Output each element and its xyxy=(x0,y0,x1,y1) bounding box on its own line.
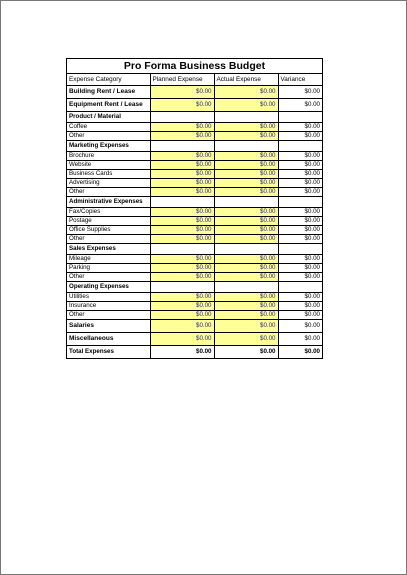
planned-cell[interactable]: $0.00 xyxy=(150,99,214,112)
row-label: Mileage xyxy=(67,255,150,264)
table-row xyxy=(67,188,322,197)
row-label: Postage xyxy=(67,217,150,226)
planned-cell[interactable]: $0.00 xyxy=(150,161,214,170)
variance-cell: $0.00 xyxy=(278,264,322,273)
variance-cell: $0.00 xyxy=(278,152,322,161)
variance-cell: $0.00 xyxy=(278,123,322,132)
planned-cell[interactable]: $0.00 xyxy=(150,293,214,302)
variance-cell: $0.00 xyxy=(278,302,322,311)
table-row xyxy=(67,123,322,132)
planned-cell[interactable]: $0.00 xyxy=(150,302,214,311)
budget-sheet xyxy=(66,58,323,359)
planned-cell[interactable]: $0.00 xyxy=(150,188,214,197)
table-row xyxy=(67,152,322,161)
table-row xyxy=(67,333,322,346)
variance-cell: $0.00 xyxy=(278,217,322,226)
empty-cell xyxy=(150,141,214,152)
section-label: Operating Expenses xyxy=(67,282,150,293)
variance-cell: $0.00 xyxy=(278,188,322,197)
header-category: Expense Category xyxy=(67,74,150,86)
row-label: Fax/Copies xyxy=(67,208,150,217)
row-label: Coffee xyxy=(67,123,150,132)
row-label: Miscellaneous xyxy=(67,333,150,346)
actual-cell[interactable]: $0.00 xyxy=(214,226,278,235)
planned-cell[interactable]: $0.00 xyxy=(150,226,214,235)
empty-cell xyxy=(214,197,278,208)
actual-cell[interactable]: $0.00 xyxy=(214,123,278,132)
variance-cell: $0.00 xyxy=(278,255,322,264)
planned-cell[interactable]: $0.00 xyxy=(150,264,214,273)
header-variance: Variance xyxy=(278,74,322,86)
page-title: Pro Forma Business Budget xyxy=(67,59,322,74)
section-label: Sales Expenses xyxy=(67,244,150,255)
total-variance: $0.00 xyxy=(278,346,322,359)
planned-cell[interactable]: $0.00 xyxy=(150,235,214,244)
row-label: Brochure xyxy=(67,152,150,161)
table-row xyxy=(67,170,322,179)
empty-cell xyxy=(278,141,322,152)
empty-cell xyxy=(278,282,322,293)
planned-cell[interactable]: $0.00 xyxy=(150,86,214,99)
header-planned: Planned Expense xyxy=(150,74,214,86)
row-label: Building Rent / Lease xyxy=(67,86,150,99)
empty-cell xyxy=(150,244,214,255)
row-label: Other xyxy=(67,273,150,282)
actual-cell[interactable]: $0.00 xyxy=(214,333,278,346)
variance-cell: $0.00 xyxy=(278,226,322,235)
row-label: Utilities xyxy=(67,293,150,302)
table-row xyxy=(67,161,322,170)
variance-cell: $0.00 xyxy=(278,235,322,244)
actual-cell[interactable]: $0.00 xyxy=(214,311,278,320)
empty-cell xyxy=(278,244,322,255)
section-header-row xyxy=(67,197,322,208)
row-label: Equipment Rent / Lease xyxy=(67,99,150,112)
section-label: Marketing Expenses xyxy=(67,141,150,152)
planned-cell[interactable]: $0.00 xyxy=(150,217,214,226)
row-label: Advertising xyxy=(67,179,150,188)
row-label: Office Supplies xyxy=(67,226,150,235)
variance-cell: $0.00 xyxy=(278,273,322,282)
empty-cell xyxy=(214,112,278,123)
actual-cell[interactable]: $0.00 xyxy=(214,235,278,244)
section-label: Product / Material xyxy=(67,112,150,123)
total-row xyxy=(67,346,322,359)
total-actual: $0.00 xyxy=(214,346,278,359)
actual-cell[interactable]: $0.00 xyxy=(214,273,278,282)
planned-cell[interactable]: $0.00 xyxy=(150,273,214,282)
table-row xyxy=(67,255,322,264)
actual-cell[interactable]: $0.00 xyxy=(214,293,278,302)
planned-cell[interactable]: $0.00 xyxy=(150,179,214,188)
row-label: Business Cards xyxy=(67,170,150,179)
variance-cell: $0.00 xyxy=(278,320,322,333)
actual-cell[interactable]: $0.00 xyxy=(214,99,278,112)
table-row xyxy=(67,273,322,282)
total-planned: $0.00 xyxy=(150,346,214,359)
variance-cell: $0.00 xyxy=(278,179,322,188)
table-row xyxy=(67,311,322,320)
actual-cell[interactable]: $0.00 xyxy=(214,302,278,311)
section-label: Administrative Expenses xyxy=(67,197,150,208)
row-label: Other xyxy=(67,132,150,141)
header-row xyxy=(67,74,322,86)
section-header-row xyxy=(67,112,322,123)
budget-table xyxy=(67,74,322,359)
section-header-row xyxy=(67,282,322,293)
table-row xyxy=(67,208,322,217)
header-actual: Actual Expense xyxy=(214,74,278,86)
planned-cell[interactable]: $0.00 xyxy=(150,152,214,161)
variance-cell: $0.00 xyxy=(278,208,322,217)
planned-cell[interactable]: $0.00 xyxy=(150,208,214,217)
actual-cell[interactable]: $0.00 xyxy=(214,132,278,141)
actual-cell[interactable]: $0.00 xyxy=(214,179,278,188)
actual-cell[interactable]: $0.00 xyxy=(214,86,278,99)
actual-cell[interactable]: $0.00 xyxy=(214,152,278,161)
empty-cell xyxy=(150,282,214,293)
variance-cell: $0.00 xyxy=(278,311,322,320)
variance-cell: $0.00 xyxy=(278,333,322,346)
empty-cell xyxy=(150,112,214,123)
empty-cell xyxy=(214,282,278,293)
actual-cell[interactable]: $0.00 xyxy=(214,264,278,273)
table-row xyxy=(67,179,322,188)
table-row xyxy=(67,226,322,235)
actual-cell[interactable]: $0.00 xyxy=(214,208,278,217)
row-label: Parking xyxy=(67,264,150,273)
row-label: Salaries xyxy=(67,320,150,333)
empty-cell xyxy=(278,112,322,123)
table-row xyxy=(67,264,322,273)
actual-cell[interactable]: $0.00 xyxy=(214,188,278,197)
planned-cell[interactable]: $0.00 xyxy=(150,333,214,346)
table-row xyxy=(67,132,322,141)
section-header-row xyxy=(67,141,322,152)
section-header-row xyxy=(67,244,322,255)
planned-cell[interactable]: $0.00 xyxy=(150,123,214,132)
row-label: Other xyxy=(67,235,150,244)
actual-cell[interactable]: $0.00 xyxy=(214,161,278,170)
variance-cell: $0.00 xyxy=(278,293,322,302)
actual-cell[interactable]: $0.00 xyxy=(214,255,278,264)
row-label: Other xyxy=(67,188,150,197)
variance-cell: $0.00 xyxy=(278,86,322,99)
row-label: Insurance xyxy=(67,302,150,311)
table-row xyxy=(67,86,322,99)
empty-cell xyxy=(214,141,278,152)
variance-cell: $0.00 xyxy=(278,161,322,170)
actual-cell[interactable]: $0.00 xyxy=(214,320,278,333)
table-row xyxy=(67,217,322,226)
table-row xyxy=(67,293,322,302)
actual-cell[interactable]: $0.00 xyxy=(214,217,278,226)
row-label: Other xyxy=(67,311,150,320)
planned-cell[interactable]: $0.00 xyxy=(150,170,214,179)
planned-cell[interactable]: $0.00 xyxy=(150,132,214,141)
total-label: Total Expenses xyxy=(67,346,150,359)
table-row xyxy=(67,320,322,333)
empty-cell xyxy=(278,197,322,208)
actual-cell[interactable]: $0.00 xyxy=(214,170,278,179)
table-row xyxy=(67,302,322,311)
variance-cell: $0.00 xyxy=(278,170,322,179)
empty-cell xyxy=(150,197,214,208)
planned-cell[interactable]: $0.00 xyxy=(150,320,214,333)
table-row xyxy=(67,99,322,112)
table-row xyxy=(67,235,322,244)
variance-cell: $0.00 xyxy=(278,132,322,141)
row-label: Website xyxy=(67,161,150,170)
variance-cell: $0.00 xyxy=(278,99,322,112)
planned-cell[interactable]: $0.00 xyxy=(150,255,214,264)
empty-cell xyxy=(214,244,278,255)
planned-cell[interactable]: $0.00 xyxy=(150,311,214,320)
